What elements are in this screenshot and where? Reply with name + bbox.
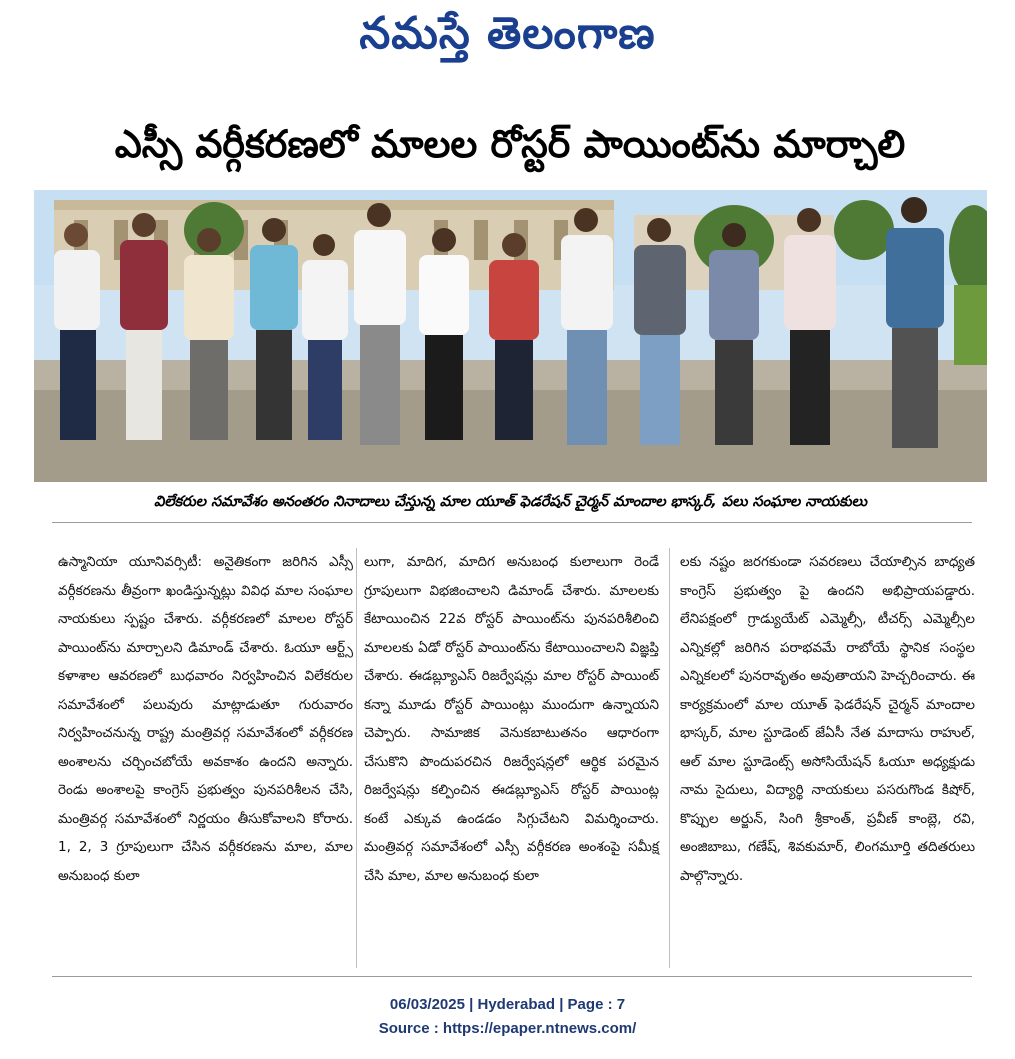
article-headline: ఎస్సీ వర్గీకరణలో మాలల రోస్టర్ పాయింట్‌ను మార్చాలి [114, 122, 906, 166]
article-column-2 [364, 548, 659, 890]
column-divider-1 [356, 548, 357, 968]
footer-date-line: 06/03/2025 | Hyderabad | Page : 7 [389, 996, 626, 1013]
masthead-title: నమస్తే తెలంగాణ [359, 8, 656, 59]
column-3-text: లకు నష్టం జరగకుండా సవరణలు చేయాల్సిన బాధ్యత కాంగ్రెస్ ప్రభుత్వం పై ఉందని అభిప్రాయపడ్డారు. లేనిపక్షంలో గ్రాడ్యుయేట్ ఎమ్మెల్సీ, టీచర్స్ ఎమ్మెల్సీల ఎన్నికల్లో జరిగిన పరాభవమే రాబోయే స్థానిక సంస్థల ఎన్నికలలో పునరావృతం అవుతాయని హెచ్చరించారు. ఈ కార్యక్రమంలో మాల యూత్ ఫెడరేషన్ చైర్మన్ మాందాల భాస్కర్, మాల స్టూడెంట్ జేఏసీ నేత మాదాసు రాహుల్, ఆల్ మాల స్టూడెంట్స్ అసోసియేషన్ ఓయూ అధ్యక్షుడు నామ సైదులు, విద్యార్థి నాయకులు పసరుగొండ కిషోర్, కొప్పుల అర్జున్, సింగి శ్రీకాంత్, ప్రవీణ్ కాంబ్లె, రవి, అంజిబాబు, గణేష్, శివకుమార్, లింగమూర్తి తదితరులు పాల్గొన్నారు. [680, 554, 975, 884]
column-divider-2 [669, 548, 670, 968]
footer-source-line: Source : https://epaper.ntnews.com/ [378, 1020, 637, 1037]
masthead [0, 2, 1015, 70]
caption-divider [52, 522, 972, 523]
footer-divider [52, 976, 972, 977]
group-photo-illustration [34, 190, 987, 482]
news-photo [34, 190, 987, 482]
article-column-1 [58, 548, 353, 890]
column-1-text: ఉస్మానియా యూనివర్సిటీ: అనైతికంగా జరిగిన ఎస్సీ వర్గీకరణను తీవ్రంగా ఖండిస్తున్నట్లు వివిధ మాల సంఘాల నాయకులు స్పష్టం చేశారు. వర్గీకరణలో మాలల రోస్టర్ పాయింట్‌ను మార్చాలని డిమాండ్ చేశారు. ఓయూ ఆర్ట్స్ కళాశాల ఆవరణలో బుధవారం నిర్వహించిన విలేకరుల సమావేశంలో పలువురు మాట్లాడుతూ గురువారం నిర్వహించనున్న రాష్ట్ర మంత్రివర్గ సమావేశంలో వర్గీకరణ అంశాలను చర్చించబోయే అవకాశం ఉందని అన్నారు. రెండు అంశాలపై కాంగ్రెస్ ప్రభుత్వం పునపరిశీలన చేసి, మంత్రివర్గ సమావేశంలో నిర్ణయం తీసుకోవాలని కోరారు. 1, 2, 3 గ్రూపులుగా చేసిన వర్గీకరణను మాల, మాల అనుబంధ కులా [58, 554, 353, 884]
column-2-text: లుగా, మాదిగ, మాదిగ అనుబంధ కులాలుగా రెండే గ్రూపులుగా విభజించాలని డిమాండ్ చేశారు. మాలలకు కేటాయించిన 22వ రోస్టర్ పాయింట్‌ను పునపరిశీలించి మాలలకు ఏడో రోస్టర్ పాయింట్‌ను కేటాయించాలని విజ్ఞప్తి చేశారు. ఈడబ్ల్యూఎస్ రిజర్వేషన్లు మాల రోస్టర్ పాయింట్ కన్నా మూడు రోస్టర్ పాయింట్లు ముందుగా ఉన్నాయని చెప్పారు. సామాజిక వెనుకబాటుతనం ఆధారంగా చేసుకొని పొందుపరచిన రిజర్వేషన్లలో ఆర్థిక పరమైన రిజర్వేషన్లు కల్పించిన ఈడబ్ల్యూఎస్ రోస్టర్ పాయింట్ల కంటే ఎక్కువ ఉండడం సిగ్గుచేటని విమర్శించారు. మంత్రివర్గ సమావేశంలో ఎస్సీ వర్గీకరణ అంశంపై సమీక్ష చేసి మాల, మాల అనుబంధ కులా [364, 554, 659, 884]
article-column-3 [680, 548, 975, 890]
photo-caption: విలేకరుల సమావేశం అనంతరం నినాదాలు చేస్తున్న మాల యూత్ ఫెడరేషన్ చైర్మన్ మాందాల భాస్కర్, పలు సంఘాల నాయకులు [154, 494, 867, 510]
